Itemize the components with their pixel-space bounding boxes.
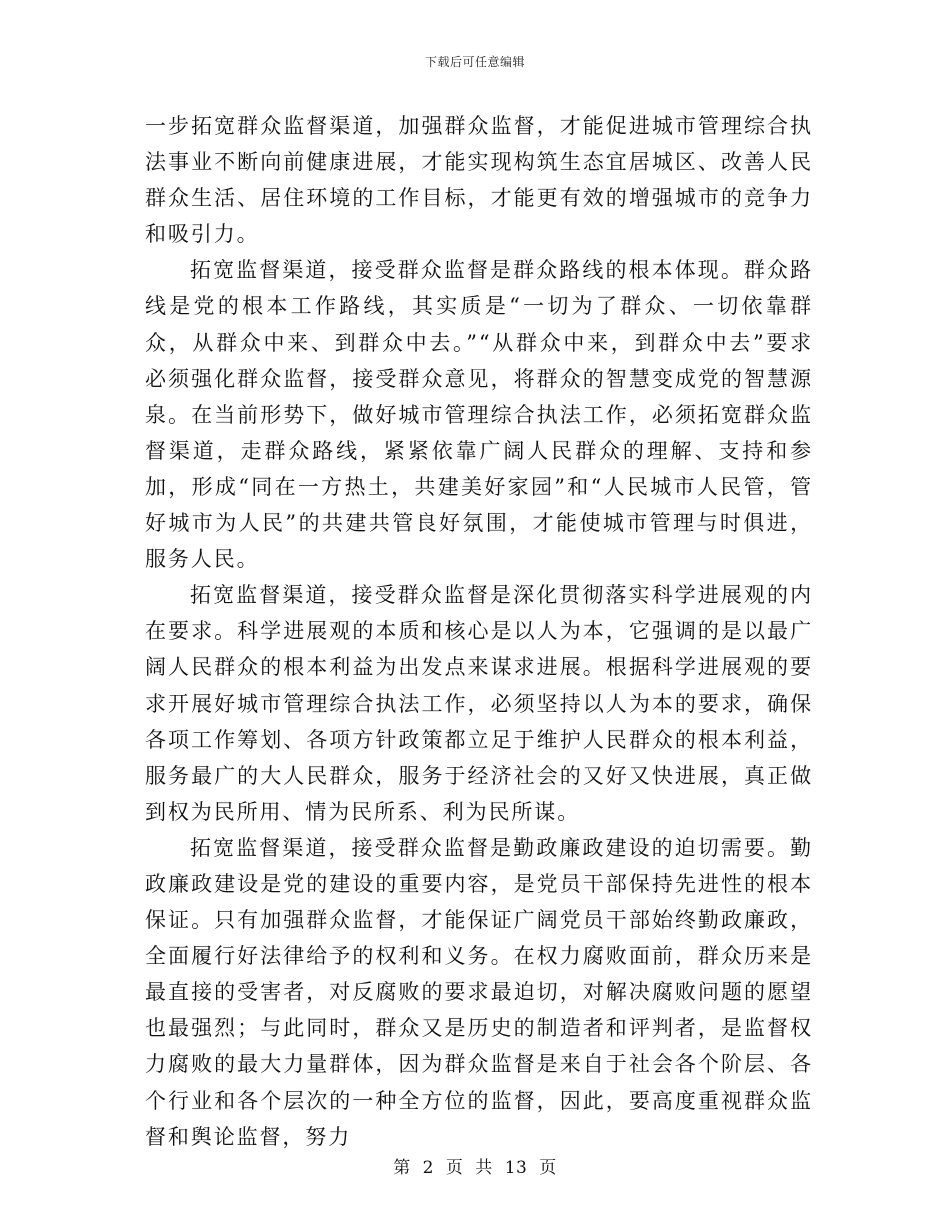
page-header-note: 下载后可任意编辑 — [424, 55, 525, 69]
document-body — [145, 108, 813, 1155]
page-number-footer: 第 2 页 共 13 页 — [393, 1158, 557, 1178]
paragraph-3: 拓宽监督渠道，接受群众监督是深化贯彻落实科学进展观的内在要求。科学进展观的本质和核心是以人为本，它强调的是以最广阔人民群众的根本利益为出发点来谋求进展。根据科学进展观的要求开展好城市管理综合执法工作，必须坚持以人为本的要求，确保各项工作筹划、各项方针政策都立足于维护人民群众的根本利益，服务最广的大人民群众，服务于经济社会的又好又快进展，真正做到权为民所用、情为民所系、利为民所谋。 — [145, 583, 813, 824]
paragraph-2: 拓宽监督渠道，接受群众监督是群众路线的根本体现。群众路线是党的根本工作路线，其实质是“一切为了群众、一切依靠群众，从群众中来、到群众中去。”“从群众中来，到群众中去”要求必须强化群众监督，接受群众意见，将群众的智慧变成党的智慧源泉。在当前形势下，做好城市管理综合执法工作，必须拓宽群众监督渠道，走群众路线，紧紧依靠广阔人民群众的理解、支持和参加，形成“同在一方热土，共建美好家园”和“人民城市人民管，管好城市为人民”的共建共管良好氛围，才能使城市管理与时俱进，服务人民。 — [145, 258, 813, 572]
paragraph-1: 一步拓宽群众监督渠道，加强群众监督，才能促进城市管理综合执法事业不断向前健康进展，才能实现构筑生态宜居城区、改善人民群众生活、居住环境的工作目标，才能更有效的增强城市的竞争力和吸引力。 — [145, 114, 813, 247]
paragraph-4: 拓宽监督渠道，接受群众监督是勤政廉政建设的迫切需要。勤政廉政建设是党的建设的重要内容，是党员干部保持先进性的根本保证。只有加强群众监督，才能保证广阔党员干部始终勤政廉政，全面履行好法律给予的权利和义务。在权力腐败面前，群众历来是最直接的受害者，对反腐败的要求最迫切，对解决腐败问题的愿望也最强烈；与此同时，群众又是历史的制造者和评判者，是监督权力腐败的最大力量群体，因为群众监督是来自于社会各个阶层、各个行业和各个层次的一种全方位的监督，因此，要高度重视群众监督和舆论监督，努力 — [145, 835, 813, 1149]
